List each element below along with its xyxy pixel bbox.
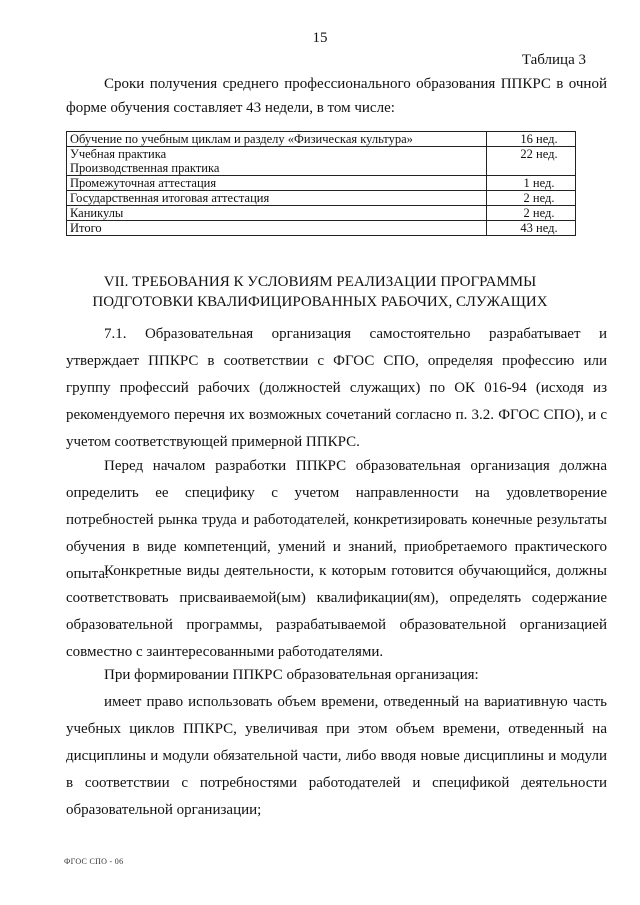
table-row — [67, 206, 576, 221]
section-heading-line-2: ПОДГОТОВКИ КВАЛИФИЦИРОВАННЫХ РАБОЧИХ, СЛУЖАЩИХ — [92, 294, 548, 310]
paragraph-7-1: 7.1. Образовательная организация самостоятельно разрабатывает и утверждает ППКРС в соответствии с ФГОС СПО, определяя профессию или группу профессий рабочих (должностей служащих) по ОК 016-94 (исходя из рекомендуемого перечня их возможных сочетаний согласно п. 3.2. ФГОС СПО), и с учетом соответствующей примерной ППКРС. — [66, 326, 607, 450]
section-heading-line-1: VII. ТРЕБОВАНИЯ К УСЛОВИЯМ РЕАЛИЗАЦИИ ПРОГРАММЫ — [103, 274, 537, 290]
row-label: Производственная практика — [67, 161, 487, 176]
row-value: 43 нед. — [487, 221, 576, 236]
table-row — [67, 221, 576, 236]
table-row — [67, 147, 576, 162]
row-value: 2 нед. — [487, 191, 576, 206]
row-value: 2 нед. — [487, 206, 576, 221]
row-label: Итого — [67, 221, 487, 236]
table-row — [67, 176, 576, 191]
paragraph-variative-part: имеет право использовать объем времени, отведенный на вариативную часть учебных циклов ППКРС, увеличивая при этом объем времени, отведенный на дисциплины и модули обязательной части, либо вводя новые дисциплины и модули в соответствии с потребностями работодателей и спецификой деятельности образовательной организации; — [66, 694, 607, 818]
row-label: Учебная практика — [67, 147, 487, 162]
row-value: 16 нед. — [487, 132, 576, 147]
study-terms-table — [66, 131, 576, 236]
paragraph-specifics: Перед началом разработки ППКРС образовательная организация должна определить ее специфику с учетом направленности на удовлетворение потребностей рынка труда и работодателей, конкретизировать конечные результаты обучения в виде компетенций, умений и знаний, приобретаемого практического опыта. — [66, 458, 607, 582]
row-value: 22 нед. — [487, 147, 576, 176]
row-label: Государственная итоговая аттестация — [67, 191, 487, 206]
table-row — [67, 132, 576, 147]
paragraph-formation: При формировании ППКРС образовательная организация: — [104, 667, 479, 683]
table-caption: Таблица 3 — [521, 52, 586, 68]
intro-paragraph: Сроки получения среднего профессионального образования ППКРС в очной форме обучения составляет 43 недели, в том числе: — [66, 76, 607, 116]
paragraph-activities: Конкретные виды деятельности, к которым готовится обучающийся, должны соответствовать присваиваемой(ым) квалификации(ям), определять содержание образовательной программы, разрабатываемой образовательной организацией совместно с заинтересованными работодателями. — [66, 563, 607, 660]
table-row — [67, 191, 576, 206]
row-label: Промежуточная аттестация — [67, 176, 487, 191]
row-value: 1 нед. — [487, 176, 576, 191]
row-label: Обучение по учебным циклам и разделу «Физическая культура» — [67, 132, 487, 147]
page-number: 15 — [312, 30, 328, 46]
footer-document-code: ФГОС СПО - 06 — [64, 857, 124, 866]
row-label: Каникулы — [67, 206, 487, 221]
